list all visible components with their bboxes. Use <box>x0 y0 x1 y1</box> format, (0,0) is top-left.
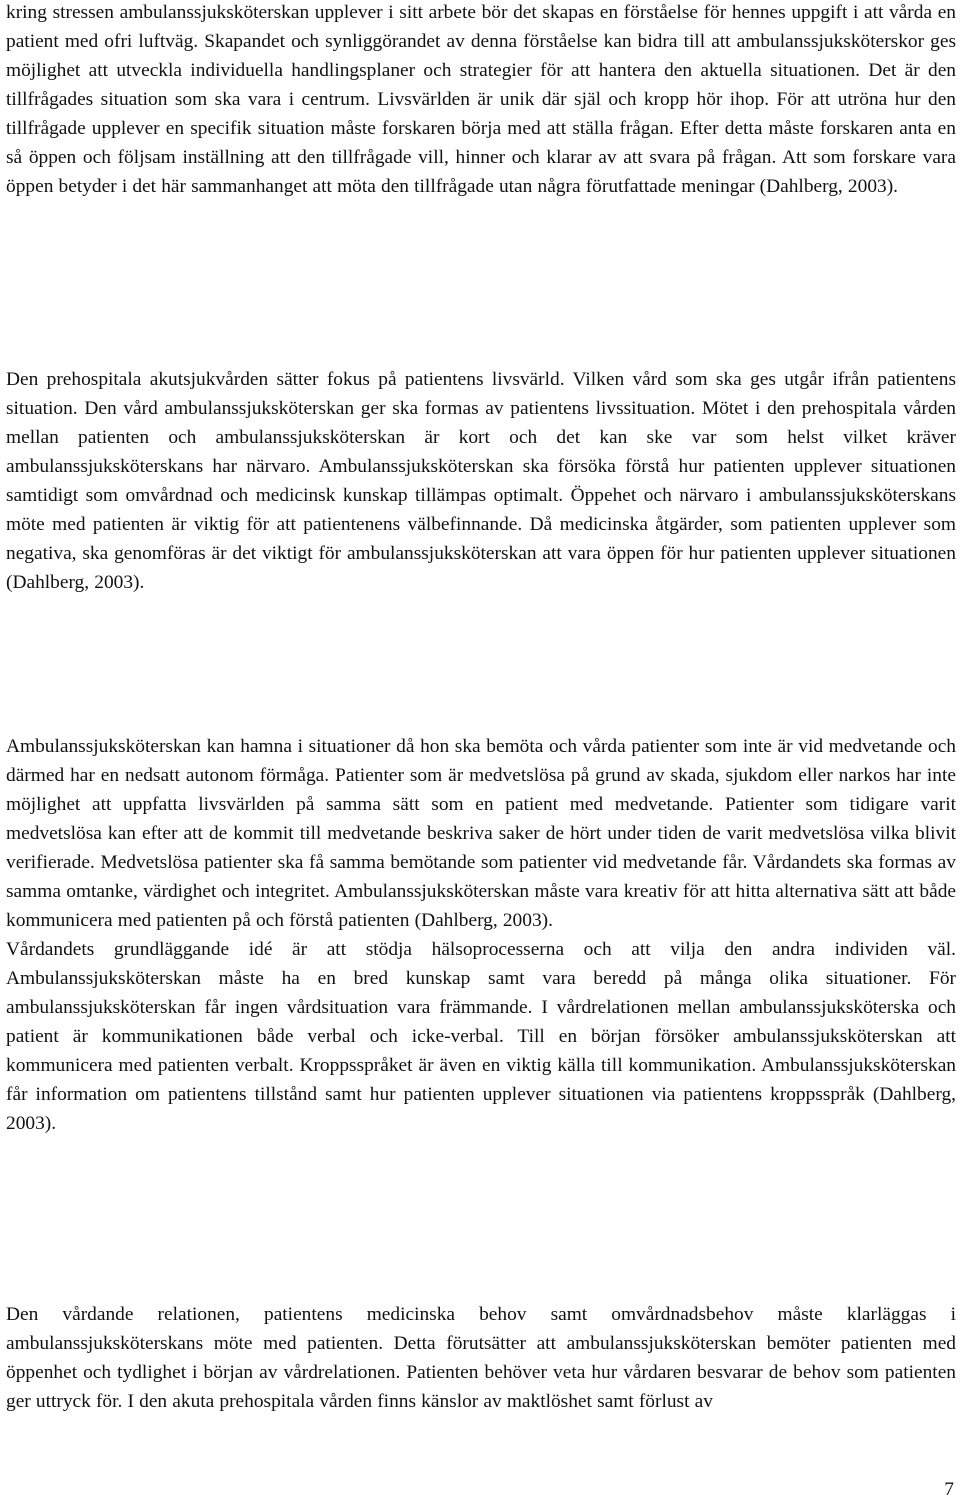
paragraph-medvetslosa: Ambulanssjuksköterskan kan hamna i situationer då hon ska bemöta och vårda patienter som inte är vid medvetande och därmed har en nedsatt autonom förmåga. Patienter som är medvetslösa på grund av skada, sjukdom eller narkos har inte möjlighet att uppfatta livsvärlden på samma sätt som en patient med medvetande. Patienter som tidigare varit medvetslösa kan efter att de kommit till medvetande beskriva saker de hört under tiden de varit medvetslösa vilka blivit verifierade. Medvetslösa patienter ska få samma bemötande som patienter vid medvetande får. Vårdandets ska formas av samma omtanke, värdighet och integritet. Ambulanssjuksköterskan måste vara kreativ för att hitta alternativa sätt att både kommunicera med patienten på och förstå patienten (Dahlberg, 2003). <box>6 736 956 931</box>
paragraph-forstaelse: kring stressen ambulanssjuksköterskan upplever i sitt arbete bör det skapas en förståelse för hennes uppgift i att vårda en patient med ofri luftväg. Skapandet och synliggörandet av denna förståelse kan bidra till att ambulanssjuksköterskor ges möjlighet att utveckla individuella handlingsplaner och strategier för att hantera den aktuella situationen. Det är den tillfrågades situation som ska vara i centrum. Livsvärlden är unik där själ och kropp hör ihop. För att utröna hur den tillfrågade upplever en specifik situation måste forskaren börja med att ställa frågan. Efter detta måste forskaren anta en så öppen och följsam inställning att den tillfrågade vill, hinner och klarar av att svara på frågan. Att som forskare vara öppen betyder i det här sammanhanget att möta den tillfrågade utan några förutfattade meningar (Dahlberg, 2003). <box>6 2 956 197</box>
page-number: 7 <box>944 1479 954 1500</box>
paragraph-vardande-relationen: Den vårdande relationen, patientens medicinska behov samt omvårdnadsbehov måste klarläggas i ambulanssjuksköterskans möte med patienten. Detta förutsätter att ambulanssjuksköterskan bemöter patienten med öppenhet och tydlighet i början av vårdrelationen. Patienten behöver veta hur vårdaren besvarar de behov som patienten ger uttryck för. I den akuta prehospitala vården finns känslor av maktlöshet samt förlust av <box>6 1304 956 1412</box>
paragraph-prehospital-livsvarld: Den prehospitala akutsjukvården sätter fokus på patientens livsvärld. Vilken vård som ska ges utgår ifrån patientens situation. Den vård ambulanssjuksköterskan ger ska formas av patientens livssituation. Mötet i den prehospitala vården mellan patienten och ambulanssjuksköterskan är kort och det kan ske var som helst vilket kräver ambulanssjuksköterskans har närvaro. Ambulanssjuksköterskan ska försöka förstå hur patienten upplever situationen samtidigt som omvårdnad och medicinsk kunskap tillämpas optimalt. Öppehet och närvaro i ambulanssjuksköterskans möte med patienten är viktig för att patientenens välbefinnande. Då medicinska åtgärder, som patienten upplever som negativa, ska genomföras är det viktigt för ambulanssjuksköterskan att vara öppen för hur patienten upplever situationen (Dahlberg, 2003). <box>6 369 956 593</box>
paragraph-vardandets-ide: Vårdandets grundläggande idé är att stödja hälsoprocesserna och att vilja den andra individen väl. Ambulanssjuksköterskan måste ha en bred kunskap samt vara beredd på många olika situationer. För ambulanssjuksköterskan får ingen vårdsituation vara främmande. I vårdrelationen mellan ambulanssjuksköterska och patient är kommunikationen både verbal och icke-verbal. Till en början försöker ambulanssjuksköterskan att kommunicera med patienten verbalt. Kroppsspråket är även en viktig källa till kommunikation. Ambulanssjuksköterskan får information om patientens tillstånd samt hur patienten upplever situationen via patientens kroppsspråk (Dahlberg, 2003). <box>6 939 956 1134</box>
paragraph-group-medvetslosa <box>6 732 956 1138</box>
